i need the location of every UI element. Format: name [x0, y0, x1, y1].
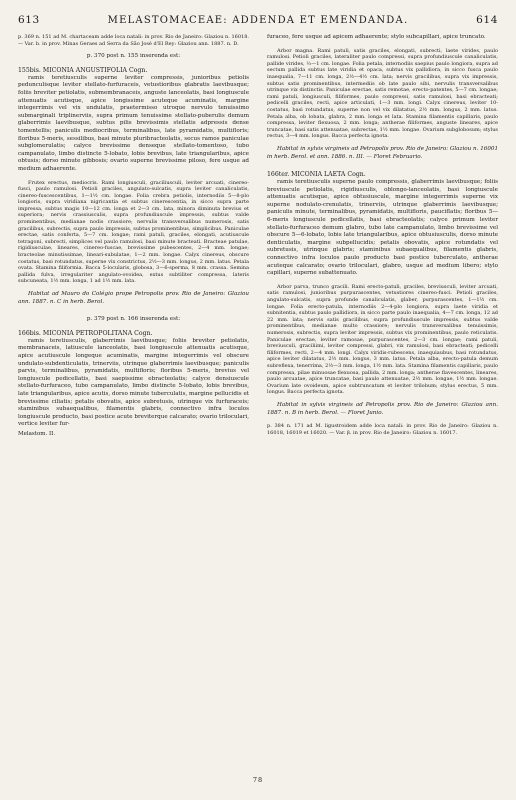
sheet-number: 78	[252, 776, 264, 784]
species-heading: 155bis. MICONIA ANGUSTIFOLIA Cogn.	[18, 66, 148, 74]
species-description: Frutex erectus, mediocris. Rami longiusculi, graciliusculi, leviter arcuati, cinereo-fusci, paulo ramulosi. Petioli graciles, angulato-sulcatis, supra leviter canaliculatis, cinereo-fuscescentibus, 1—1½ cm. longae. Folia crebra petiolis, internodiis 5—8-plo longioris, supra viridiana nigricantia et subtus cinerescentia, in sicco supra parte impressa, subtus magis 10—12 cm. longa et 2—3 cm. lata, minora diminuta brevius et superiora; nervis crassiusculis, supra profundiuscule impressis, subtus valde prominentibus, medianae nodis crassiore; nervulis transversalibus numerosis, satis gracilibus, subrectis, supra paulo impressis, subtus prominentibus, simplicibus. Paniculae erectae, satis conferta, 5—7 cm. longae; rami patuli, graciles, elongati, acutiuscule tetragoni, subrecti, simplices vel paulo ramulosi, basi minute bracteati. Bracteae patulae, rigidiusculae, lineares, cinereo-fuscae, brevissime pubescentes, 2—4 mm. longae; bracteolae minutissimae, lineari-subulatae, 1—2 mm. longae. Calyx cinereus, obscure costatus, basi rotundatus, superne vix constrictus, 2½—3 mm. longus, 2 mm. latus. Petala ovata. Stamina filiformia. Bacca 5-locularis, globosa, 3—6-sperma, 8 mm. crassa. Semina pallida fulva, irregulariter angulato-ovoidea, extus subtiliter compressa, lateris subcuneata, 1½ mm. longa, 1 ad 1½ mm. lata.	[18, 179, 249, 285]
species-description: Arbor magna. Rami patuli, satis graciles, elongati, subrecti, laete virides, paulo ramulosi. Petioli graciles, lateraliter paulo compressi, supra profundiuscule canaliculatis, pallide virides, ⅓—1 cm. longae. Folia petala, internodiis saepius paulo longiora, supra ad sectum pallida subtus late viridia et opaca, subtus vix pallidiora, in sicco fusca paulo inaequalia, 7—11 cm. longa, 2½—4½ cm. lata; nervis gracilibus, supra vix impressis, subtus satis prominentibus, intermediis ob late paulo sibi, nervulis transversalibus utrinque vix distinctis. Paniculae erectae, satis remotae, erecto-patentes, 5—7 cm. longae; rami patuli, longiusculi, filiformes, paulo compressi, satis ramulosi, basi ebracteati; pedicelli graciles, recti, apice articulati, 1—3 mm. longi. Calyx cinereus, leviter 10-costatus, basi rotundatus, superne non vel vix dilatatus, 2½ mm. longus, 2 mm. latus. Petala alba, ob lobata, glabra, 2 mm. longa et lata. Stamina filamentis capillaris, paulo compressa, leviter flexuosa, 2 mm. longa; antherae filiformes, anguste lineares, apice truncatae, basi satis attenuatae, subrectae, 1½ mm. longae. Ovarium subglobosum; stylus rectus, 3—4 mm. longus. Bacca perfecta ignota.	[267, 47, 498, 140]
species-diagnosis: ramis teretiusculis superne leviter compressis, junioribus petiolis pedunculisque leviter stellato-furfuraceis, vetustioribus glabratis laevibusque; foliis breviter petiolatis, submembranaceis, anguste lanceolatis, basi longiuscule attenuatis acutisque, apice longissime acuteque acuminatis, margine integerrimis vel vix undulatis, praetermisso utroque nervulo tenuissimo submarginali triplinerviis, supra primum tenuissime stellato-puberulis demum glaberrimis laevibusque, subtus pilis brevissimis stellatis adpressis dense tomentellis; paniculis mediocribus, terminalibus, late pyramidatis, multifloris; floribus 5-meris, sessilibus, basi minute pluribracteolatis, secus ramos paniculae subglomerulatis; calyce brevissime denseque stellato-tomentoso, tubo campanulato, limbo distincte 5-lobato, lobis brevibus, late triangularibus, apice obtusis; dorso minute gibbosis; ovario superne brevissime piloso, fere usque ad medium adhaerente.	[18, 74, 249, 172]
page-number-left: 613	[18, 14, 40, 26]
right-column	[267, 34, 498, 439]
insertion-note: p. 379 post n. 166 inserenda est:	[86, 316, 181, 323]
species-diagnosis: ramis teretiusculis superne paulo compressis, glaberrimis laevibusque; foliis breviuscule petiolatis, rigidiusculis, oblongo-lanceolatis, basi longiuscule attenuatis acutisque, apice obtusiuscule, margine integerrimis superne vix superne nodulato-crenulatis, trinerviis, utrinque glaberrimis laevibusque; paniculis minute, terminalibus, pyramidatis, multifloris, pauciflatis; floribus 5—6-meris longiuscule pedicellatis, basi ebracteolatis; calyce primum leviter stellato-furfuraceo demum glabro, tubo late campanulato, limbo brevissime vel obscure 5—6-lobato, lobis late triangularibus, apice obtusiusculis, dorso minute denticulatis, margine subpellucidis; petalis obovatis, apice rotundatis vel subretusis, utrinque glabris; staminibus subaequalibus, filamentis glabris, connectivo infra loculos paulo producto basi postice tuberculato, antherae acuteque calcarato; ovario triloculari, glabro, usque ad medium libero; stylo capillari, superne subattenuato.	[267, 179, 498, 277]
running-title: MELASTOMACEAE: ADDENDA ET EMENDANDA.	[107, 15, 409, 26]
emendation-note: p. 369 n. 151 ad M. chartaceam adde loca natali: in prov. Rio de Janeiro: Glaziou n. 16018. — Var. b. in prov. Minas Geraes ad Serra da São José d'El Rey: Glaziou ann. 1887. n. D.	[18, 34, 249, 47]
habitat-note: Habitat ad Mauro do Colégio prope Petropolis prov. Rio de Janeiro: Glaziou ann. 1887. n. C in herb. Berol.	[18, 291, 249, 305]
habitat-note: Habitat in sylvis virgineis ad Petropolis prov. Rio de Janeiro: Glaziou n. 16001 in herb. Berol. et ann. 1886. n. III. — Floret Februario.	[267, 145, 498, 160]
species-heading: 166bis. MICONIA PETROPOLITANA Cogn.	[18, 329, 153, 337]
species-diagnosis: ramis teretiusculis, glaberrimis laevibusque; foliis breviter petiolatis, membranaceis, latiuscule lanceolatis, basi longiuscule attenuatis acutisque, apice acutiuscule longeque acuminatis, margine integerrimis vel obscure undulato-subdenticulatis, trinerviis, utrinque glaberrimis laevibusque; paniculis parvis, terminalibus, pyramidatis, multifloris; floribus 5-meris, brevius vel longiuscule pedicellatis, basi saepissime ebracteolatis; calyce densiuscule stellato-furfuraceo, tubo campanulato, limbo distincte 5-lobato, lobis brevibus, late triangularibus, apice acutis, dorso minute tuberculatis, margine pellucidis et brevissime ciliatis; petalis obovatis, apice subretusis, utrinque vix furfuraceis; staminibus subaequalibus, filamentis glabris, connectivo infra loculos longiuscule producto, basi postice acute breviterque calcarato; ovario triloculari, vertice leviter fur-	[18, 337, 249, 428]
left-column	[18, 34, 249, 439]
insertion-note: p. 370 post n. 155 inserenda est:	[86, 53, 181, 60]
signature-mark: Melastom. II.	[18, 430, 56, 437]
page-number-right: 614	[476, 14, 498, 26]
habitat-note: Habitat in sylvis virgineis ad Petropolis prov. Rio de Janeiro: Glaziou ann. 1887. n. B in herb. Berol. — Floret Junio.	[267, 401, 498, 416]
diagnosis-continuation: furaceo, fere usque ad apicem adhaerente; stylo subcapillari, apice truncato.	[267, 34, 486, 40]
emendation-note: p. 384 n. 171 ad M. ligustroidem adde loca natali: in prov. Rio de Janeiro: Glaziou n. 16018, 16019 et 16020. — Var. β. in prov. Rio de Janeiro: Glaziou n. 16017.	[267, 423, 498, 436]
two-column-body	[18, 34, 498, 439]
species-description: Arbor parva, trunco gracili. Rami erecto-patuli, graciles, breviusculi, leviter arcuati, satis ramulosi, junioribus purpurascentes, vetustiores cinereo-fusci. Petioli graciles, angulato-sulcatis, supra profunde canaliculatis, glaber, purpurascentes, 1—1½ cm. longae. Folia erecto-patula, internodiis 2—4-plo longiora, supra laete viridia et subnitentia, subtus paulo pallidiora, in sicco parte paulo inaequalia, 4—7 cm. longa, 12 ad 22 mm. lata; nervis satis gracilibus, supra profundiuscule impressis, subtus valde prominentibus, medianae multo crassiore; nervulis transversalibus tenuissimis, numerosis, subrectis, supra leviter impressis, subtus vix prominentibus, paulo reticulatis. Paniculae erectae, leviter ramosae, purpurascentes, 2—3 cm. longae; rami patuli, breviusculi, graciliimi, leviter compressi, glabri, vix ramulosi, basi ebracteati; pedicelli filiformes, recti, 2—4 mm. longi. Calyx viridis-rubescens, inaequiaubus, basi rotundatus, apice leviter dilatatus, 2½ mm. longus, 3 mm. latus. Petala alba, erecto-patula demum subreflexa, tenerrima, 2½—3 mm. longa, 1½ mm. lata. Stamina filamentis capillaris, paulo compressa, pilae minuosae flexuosa, pallida, 2 mm. longa; antherae flavescentes, lineares, paulo arcuatae, apice truncatae, basi paulo attenuatae, 2½ mm. longae, 1½ mm. longae. Ovarium late ovoideum, apice subtruncatum et leviter trilobum; stylus erectus, 5 mm. longus. Bacca perfecta ignota.	[267, 283, 498, 396]
page-header	[18, 14, 498, 32]
species-heading: 166ter. MICONIA LAETA Cogn.	[267, 171, 366, 179]
